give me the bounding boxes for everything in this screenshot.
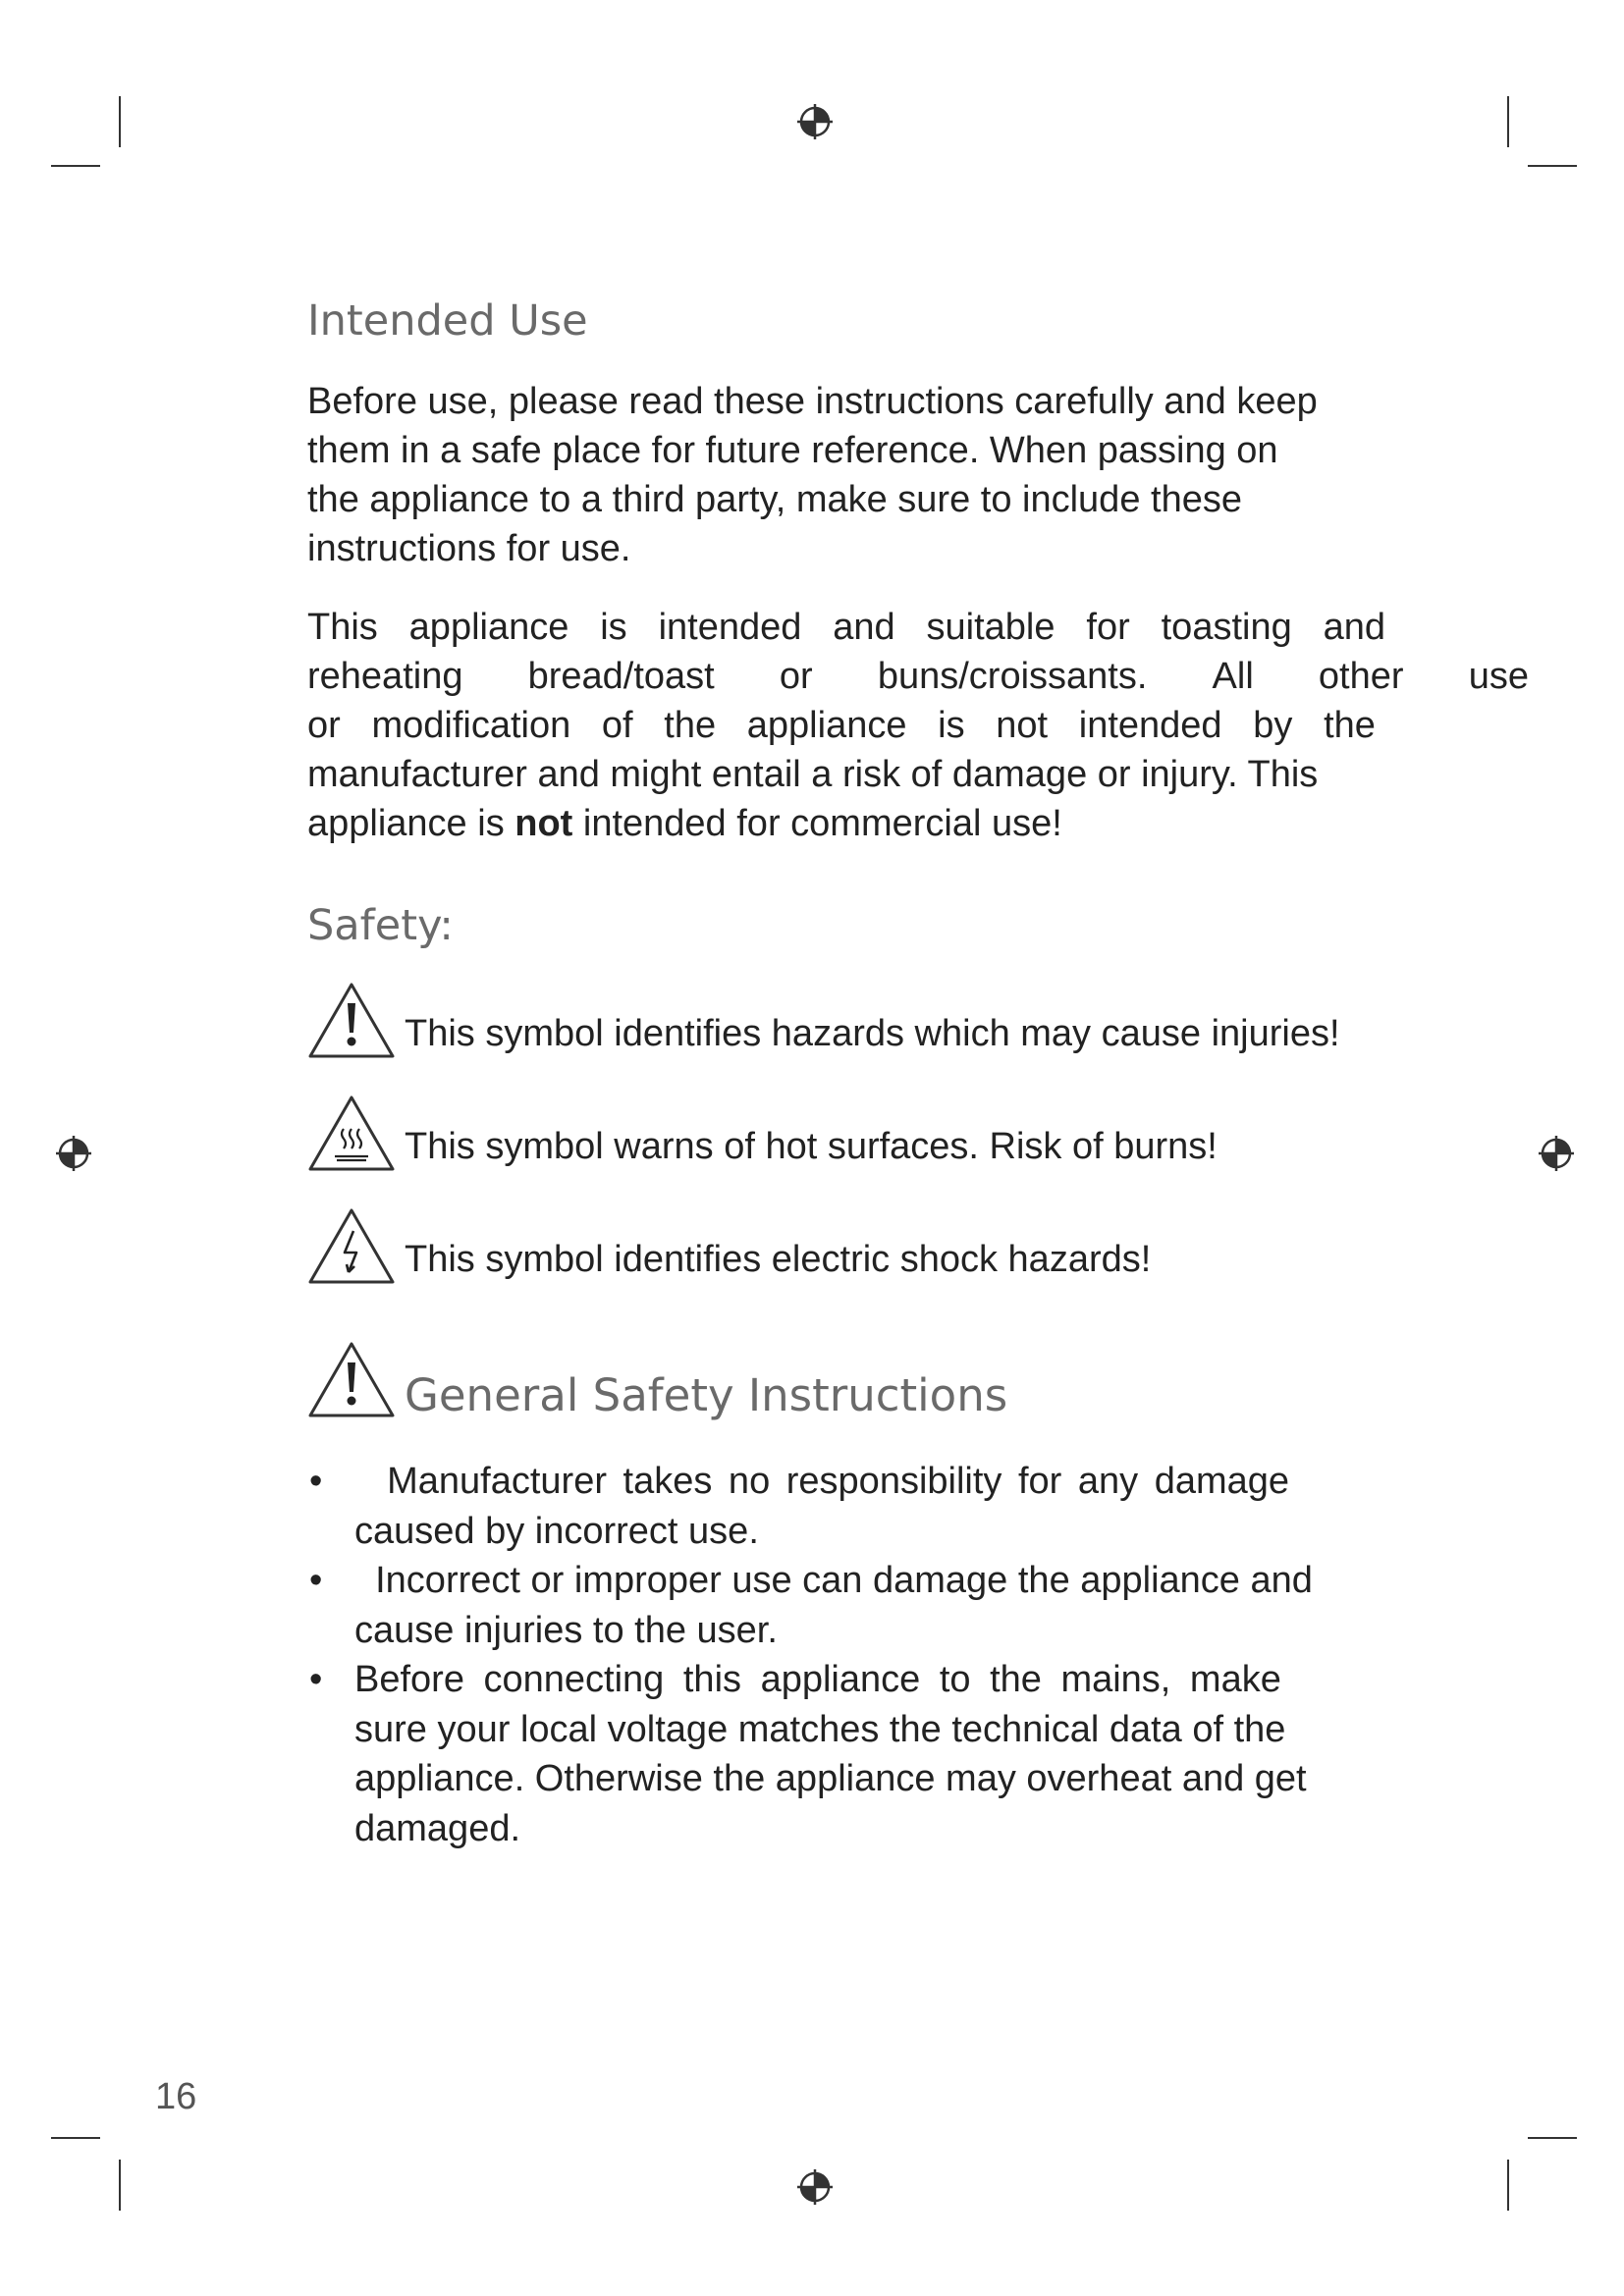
crop-mark [1507, 96, 1509, 147]
text-line [307, 603, 1385, 652]
list-item [307, 1655, 1395, 1853]
text-line: Before connecting this appliance to the mains, make [354, 1659, 1281, 1700]
list-item [307, 1556, 1395, 1655]
list-item [307, 1457, 1395, 1556]
safety-symbol-row [307, 1207, 1486, 1290]
electric-shock-warning-icon [307, 1207, 396, 1286]
exclamation-warning-icon [307, 1341, 396, 1419]
general-safety-heading: General Safety Instructions [405, 1369, 1008, 1421]
word: the [664, 705, 717, 746]
registration-mark-icon [793, 2165, 837, 2209]
text-line: Manufacturer takes no responsibility for any damage [354, 1461, 1290, 1502]
word: appliance [746, 705, 907, 746]
list-item-text [307, 1655, 1395, 1853]
safety-symbol-text: This symbol identifies hazards which may cause injuries! [405, 1013, 1340, 1054]
hot-surface-warning-icon [307, 1095, 396, 1173]
text-line: Incorrect or improper use can damage the appliance and [354, 1560, 1313, 1601]
registration-mark-icon [793, 100, 837, 143]
word: appliance [408, 607, 569, 648]
word: and [833, 607, 895, 648]
word: not [996, 705, 1049, 746]
bullet-icon: • [309, 1461, 323, 1502]
bullet-icon: • [309, 1659, 323, 1700]
intended-use-paragraph-2 [307, 603, 1624, 848]
crop-mark [51, 2137, 100, 2139]
safety-symbol-text: This symbol identifies electric shock hazards! [405, 1239, 1152, 1280]
word: by [1253, 705, 1293, 746]
intended-use-paragraph-1 [307, 377, 1397, 573]
text-run: intended for commercial use! [572, 803, 1062, 844]
safety-symbol-text: This symbol warns of hot surfaces. Risk of burns! [405, 1126, 1218, 1167]
safety-heading: Safety: [307, 901, 454, 950]
registration-mark-icon [52, 1132, 95, 1175]
text-line [307, 652, 1529, 701]
word: buns/croissants. [877, 656, 1148, 697]
word: modification [371, 705, 571, 746]
safety-symbol-row [307, 982, 1486, 1064]
emphasis-not: not [514, 803, 573, 844]
crop-mark [119, 96, 121, 147]
word: for [1086, 607, 1130, 648]
bullet-icon: • [309, 1560, 323, 1601]
text-line: cause injuries to the user. [354, 1609, 778, 1651]
text-line: Before use, please read these instructions carefully and keep [307, 381, 1318, 422]
crop-mark [119, 2160, 121, 2211]
word: is [938, 705, 965, 746]
word: intended [1078, 705, 1222, 746]
word: bread/toast [527, 656, 715, 697]
word: the [1324, 705, 1376, 746]
word: suitable [926, 607, 1056, 648]
page-number: 16 [155, 2076, 197, 2117]
word: or [779, 656, 813, 697]
list-item-text [307, 1556, 1395, 1655]
text-line: appliance. Otherwise the appliance may overheat and get [354, 1758, 1307, 1799]
crop-mark [1528, 2137, 1577, 2139]
word: All [1212, 656, 1254, 697]
text-line: the appliance to a third party, make sure to include these [307, 479, 1242, 520]
word: and [1323, 607, 1385, 648]
word: reheating [307, 656, 463, 697]
word: or [307, 705, 341, 746]
text-line: caused by incorrect use. [354, 1510, 759, 1552]
text-line: instructions for use. [307, 528, 631, 569]
word: other [1318, 656, 1404, 697]
registration-mark-icon [1535, 1132, 1578, 1175]
general-safety-header [307, 1341, 1486, 1429]
text-line: damaged. [354, 1807, 521, 1849]
crop-mark [1507, 2160, 1509, 2211]
exclamation-warning-icon [307, 982, 396, 1060]
list-item-text [307, 1457, 1395, 1556]
text-run: appliance is [307, 803, 515, 844]
word: is [600, 607, 627, 648]
word: use [1468, 656, 1529, 697]
text-line: sure your local voltage matches the technical data of the [354, 1708, 1286, 1750]
text-line [307, 799, 1624, 848]
word: This [307, 607, 378, 648]
word: intended [658, 607, 802, 648]
crop-mark [51, 165, 100, 167]
safety-symbol-row [307, 1095, 1486, 1177]
text-line [307, 701, 1376, 750]
word: of [601, 705, 633, 746]
word: toasting [1161, 607, 1292, 648]
crop-mark [1528, 165, 1577, 167]
intended-use-heading: Intended Use [307, 296, 588, 346]
text-line: them in a safe place for future reference. When passing on [307, 430, 1278, 471]
text-line: manufacturer and might entail a risk of damage or injury. This [307, 754, 1319, 795]
